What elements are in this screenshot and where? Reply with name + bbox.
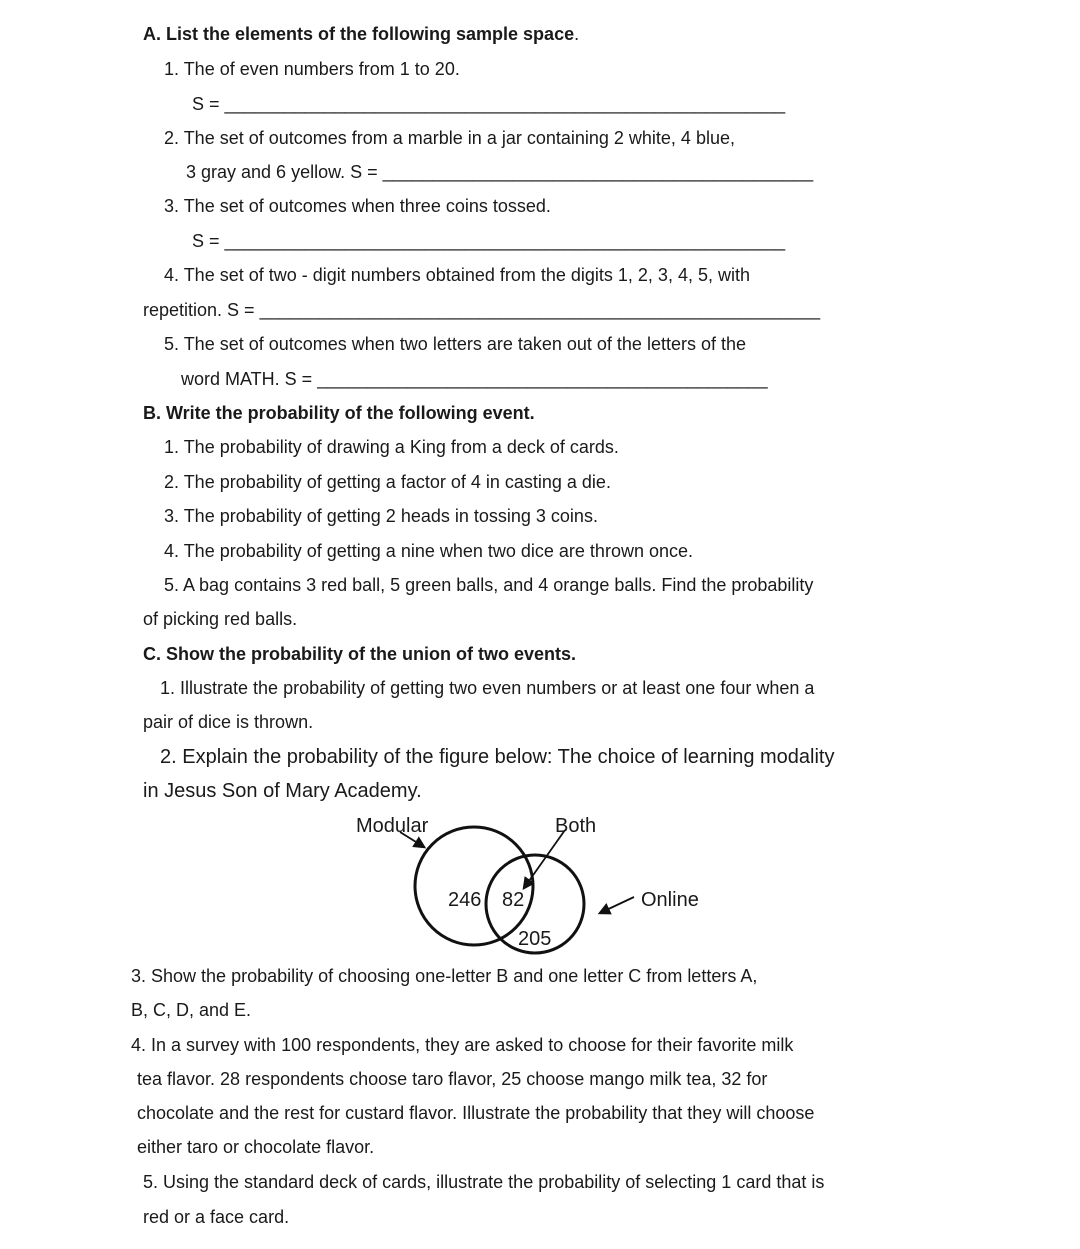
venn-label-online: Online [641, 889, 699, 911]
section-c-item-4-line-4: either taro or chocolate flavor. [137, 1137, 375, 1157]
section-a-item-3: 3. The set of outcomes when three coins tossed. [164, 196, 551, 216]
section-b-item-4: 4. The probability of getting a nine when two dice are thrown once. [164, 541, 693, 561]
section-c-item-4-line-3: chocolate and the rest for custard flavor. Illustrate the probability that they will choose [137, 1103, 815, 1123]
section-a-item-3-answer-line: S = ________________________________________________________ [192, 231, 786, 251]
section-c-heading: C. Show the probability of the union of two events. [143, 644, 576, 664]
online-arrow [600, 897, 634, 913]
section-c-item-2-cont: in Jesus Son of Mary Academy. [143, 780, 422, 802]
section-b-item-1: 1. The probability of drawing a King from a deck of cards. [164, 437, 619, 457]
section-c-item-4-line-1: 4. In a survey with 100 respondents, they are asked to choose for their favorite milk [131, 1035, 794, 1055]
section-a-item-1: 1. The of even numbers from 1 to 20. [164, 59, 460, 79]
venn-label-both: Both [555, 815, 597, 837]
section-a-heading: A. List the elements of the following sample space. [143, 24, 580, 44]
section-c-item-4-line-2: tea flavor. 28 respondents choose taro flavor, 25 choose mango milk tea, 32 for [137, 1069, 768, 1089]
section-a-item-2: 2. The set of outcomes from a marble in a jar containing 2 white, 4 blue, [164, 128, 735, 148]
section-b-heading: B. Write the probability of the following event. [143, 403, 535, 423]
section-c-item-2: 2. Explain the probability of the figure below: The choice of learning modality [160, 746, 835, 768]
section-b-item-5-cont: of picking red balls. [143, 609, 298, 629]
venn-label-modular: Modular [356, 815, 429, 837]
section-a-item-1-answer-line: S = ________________________________________________________ [192, 94, 786, 114]
section-c-item-5-cont: red or a face card. [143, 1207, 290, 1227]
venn-value-both: 82 [502, 889, 525, 911]
section-c-item-1-cont: pair of dice is thrown. [143, 712, 314, 732]
section-c-item-5: 5. Using the standard deck of cards, illustrate the probability of selecting 1 card that is [143, 1172, 825, 1192]
venn-value-modular: 246 [448, 889, 482, 911]
section-c-item-3-cont: B, C, D, and E. [131, 1000, 252, 1020]
section-a-item-5-answer-line: word MATH. S = _____________________________________________ [181, 369, 768, 389]
section-a-item-4: 4. The set of two - digit numbers obtained from the digits 1, 2, 3, 4, 5, with [164, 265, 750, 285]
venn-value-online: 205 [518, 928, 552, 950]
section-c-item-3: 3. Show the probability of choosing one-letter B and one letter C from letters A, [131, 966, 758, 986]
section-a-item-4-answer-line: repetition. S = ________________________________________________________ [143, 300, 821, 320]
section-b-item-2: 2. The probability of getting a factor of 4 in casting a die. [164, 472, 611, 492]
section-b-item-3: 3. The probability of getting 2 heads in tossing 3 coins. [164, 506, 598, 526]
both-arrow [524, 830, 565, 888]
section-a-item-2-answer-line: 3 gray and 6 yellow. S = ___________________________________________ [186, 162, 814, 182]
section-a-item-5: 5. The set of outcomes when two letters are taken out of the letters of the [164, 334, 746, 354]
section-c-item-1: 1. Illustrate the probability of getting two even numbers or at least one four when a [160, 678, 815, 698]
modular-circle [415, 827, 533, 945]
section-b-item-5: 5. A bag contains 3 red ball, 5 green balls, and 4 orange balls. Find the probability [164, 575, 814, 595]
